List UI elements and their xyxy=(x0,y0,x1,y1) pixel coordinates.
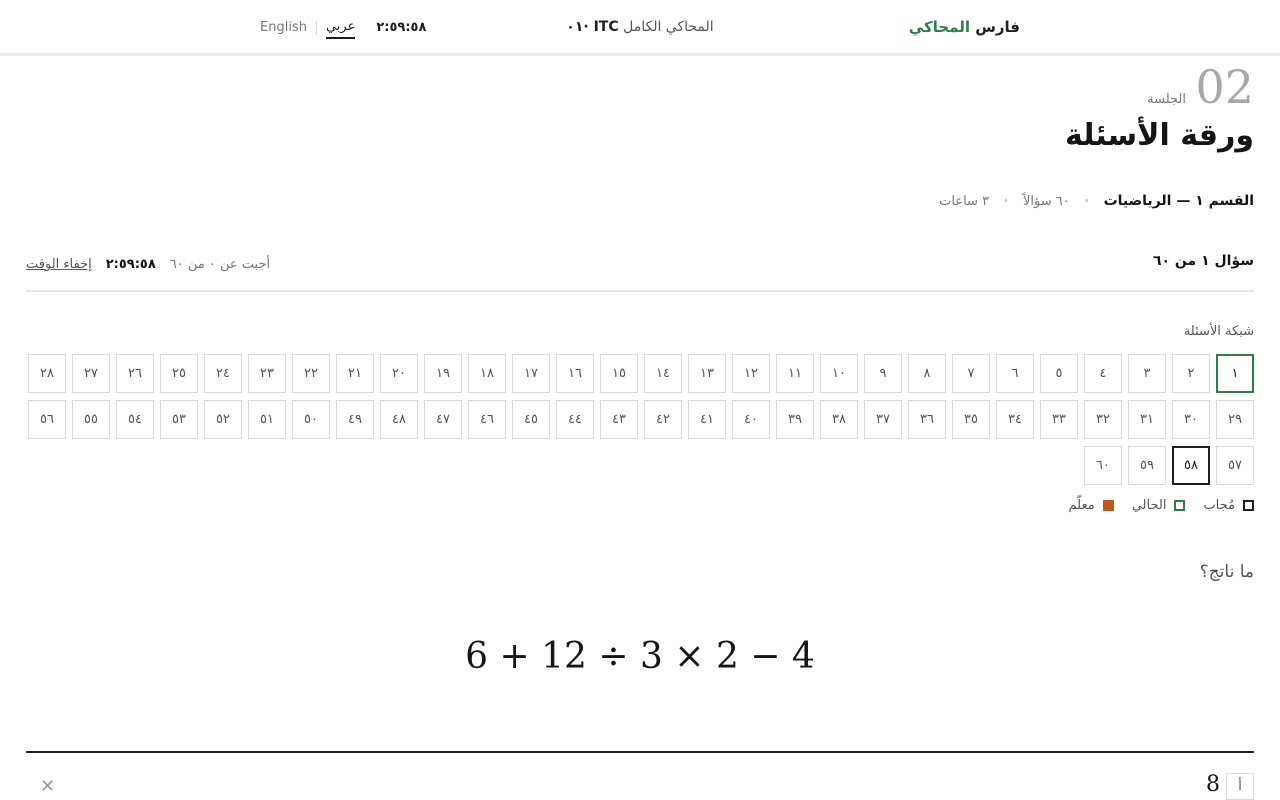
page-title: ورقة الأسئلة xyxy=(1064,118,1254,153)
question-grid-cell[interactable]: ١٨ xyxy=(468,354,506,393)
answer-divider xyxy=(26,751,1254,753)
question-grid-cell[interactable]: ٢١ xyxy=(336,354,374,393)
question-grid-cell[interactable]: ٥٣ xyxy=(160,400,198,439)
question-grid-cell[interactable]: ٤١ xyxy=(688,400,726,439)
question-grid-cell[interactable]: ٧ xyxy=(952,354,990,393)
section-name: القسم ١ — الرياضيات xyxy=(1103,193,1254,209)
question-grid-cell[interactable]: ٥٤ xyxy=(116,400,154,439)
question-grid-cell[interactable]: ٤٧ xyxy=(424,400,462,439)
legend-flagged-swatch xyxy=(1103,500,1114,511)
question-grid-cell[interactable]: ٥٥ xyxy=(72,400,110,439)
meta-dot: • xyxy=(1083,195,1090,207)
legend-answered-swatch xyxy=(1243,500,1254,511)
top-bar xyxy=(0,0,1280,56)
header-timer: ٢:٥٩:٥٨ xyxy=(376,20,427,35)
legend-answered-label: مُجاب xyxy=(1203,498,1235,513)
question-grid-cell[interactable]: ٥٩ xyxy=(1128,446,1166,485)
question-grid-cell[interactable]: ٤٤ xyxy=(556,400,594,439)
exam-title xyxy=(0,19,1280,35)
option-value[interactable]: 8 xyxy=(1206,772,1220,797)
hide-time-button[interactable]: إخفاء الوقت xyxy=(26,257,92,272)
question-position: سؤال ١ من ٦٠ xyxy=(1152,253,1254,269)
question-grid-cell[interactable]: ٤٩ xyxy=(336,400,374,439)
question-grid-cell[interactable]: ٢٢ xyxy=(292,354,330,393)
legend-current-label: الحالي xyxy=(1131,498,1167,513)
question-grid-cell[interactable]: ٤٥ xyxy=(512,400,550,439)
question-grid-cell[interactable]: ٤٢ xyxy=(644,400,682,439)
question-grid-cell[interactable]: ٣٧ xyxy=(864,400,902,439)
question-grid-cell[interactable]: ١٧ xyxy=(512,354,550,393)
legend-answered xyxy=(1203,498,1254,513)
question-prompt: ما ناتج؟ xyxy=(1199,562,1254,582)
legend-current-swatch xyxy=(1174,500,1185,511)
question-grid-cell[interactable]: ١ xyxy=(1216,354,1254,393)
question-grid-label: شبكة الأسئلة xyxy=(1183,324,1254,339)
exam-title-text: المحاكي الكامل xyxy=(623,19,714,35)
exam-code: ITC ·٠١ xyxy=(566,19,619,35)
question-grid-cell[interactable]: ٤٠ xyxy=(732,400,770,439)
language-english-link[interactable]: English xyxy=(260,20,307,35)
answered-count: أجبت عن ٠ من ٦٠ xyxy=(169,257,271,272)
question-grid-cell[interactable]: ٣١ xyxy=(1128,400,1166,439)
brand-name-first: فارس xyxy=(975,18,1020,36)
question-grid-cell[interactable]: ٣٢ xyxy=(1084,400,1122,439)
progress-bar-area xyxy=(26,257,270,272)
question-grid-cell[interactable]: ٦ xyxy=(996,354,1034,393)
question-grid-cell[interactable]: ٣٠ xyxy=(1172,400,1210,439)
language-separator xyxy=(316,21,317,35)
question-grid-cell[interactable]: ٥ xyxy=(1040,354,1078,393)
question-grid-cell[interactable]: ٣٦ xyxy=(908,400,946,439)
question-grid-cell[interactable]: ٥٨ xyxy=(1172,446,1210,485)
option-letter-badge[interactable]: أ xyxy=(1226,773,1254,800)
question-grid-cell[interactable]: ٣٥ xyxy=(952,400,990,439)
question-grid-cell[interactable]: ٨ xyxy=(908,354,946,393)
question-grid-cell[interactable]: ٣ xyxy=(1128,354,1166,393)
question-grid-cell[interactable]: ٣٨ xyxy=(820,400,858,439)
question-grid-cell[interactable]: ١٤ xyxy=(644,354,682,393)
question-grid-cell[interactable]: ٢ xyxy=(1172,354,1210,393)
question-grid-cell[interactable]: ٢٠ xyxy=(380,354,418,393)
question-grid-cell[interactable]: ٤٨ xyxy=(380,400,418,439)
close-icon[interactable]: ✕ xyxy=(40,776,56,797)
brand-name-second: المحاكي xyxy=(908,18,970,36)
question-grid-cell[interactable]: ٤ xyxy=(1084,354,1122,393)
question-grid-cell[interactable]: ٢٥ xyxy=(160,354,198,393)
question-grid-cell[interactable]: ٢٨ xyxy=(28,354,66,393)
question-grid-cell[interactable]: ١١ xyxy=(776,354,814,393)
legend-current xyxy=(1132,498,1186,513)
section-question-count: ٦٠ سؤالاً xyxy=(1022,193,1070,209)
question-grid-cell[interactable]: ١٣ xyxy=(688,354,726,393)
question-grid-cell[interactable]: ٩ xyxy=(864,354,902,393)
session-label: الجلسة xyxy=(1147,92,1186,107)
math-expression: 6 + 12 ÷ 3 × 2 − 4 xyxy=(465,636,815,677)
question-grid-cell[interactable]: ٤٣ xyxy=(600,400,638,439)
session-number: 02 xyxy=(1195,60,1254,114)
question-grid-cell[interactable]: ٥٦ xyxy=(28,400,66,439)
section-meta xyxy=(939,193,1254,209)
question-grid-cell[interactable]: ٢٧ xyxy=(72,354,110,393)
question-grid-cell[interactable]: ٢٩ xyxy=(1216,400,1254,439)
question-grid-cell[interactable]: ٤٦ xyxy=(468,400,506,439)
question-grid-cell[interactable]: ٥١ xyxy=(248,400,286,439)
legend-flagged xyxy=(1069,498,1114,513)
question-grid-cell[interactable]: ١٥ xyxy=(600,354,638,393)
question-grid-cell[interactable]: ١٢ xyxy=(732,354,770,393)
question-grid-cell[interactable]: ١٦ xyxy=(556,354,594,393)
question-grid-cell[interactable]: ٣٤ xyxy=(996,400,1034,439)
language-and-timer xyxy=(260,16,426,39)
header-divider xyxy=(26,290,1254,292)
question-grid-cell[interactable]: ٥٢ xyxy=(204,400,242,439)
question-grid-cell[interactable]: ٥٧ xyxy=(1216,446,1254,485)
section-duration: ٣ ساعات xyxy=(939,193,990,209)
question-grid-cell[interactable]: ٦٠ xyxy=(1084,446,1122,485)
progress-timer: ٢:٥٩:٥٨ xyxy=(105,257,156,272)
question-grid-cell[interactable]: ١٩ xyxy=(424,354,462,393)
meta-dot: • xyxy=(1003,195,1009,207)
question-grid-cell[interactable]: ٢٦ xyxy=(116,354,154,393)
question-grid-cell[interactable]: ٥٠ xyxy=(292,400,330,439)
question-grid xyxy=(26,354,1254,485)
legend-flagged-label: معلّم xyxy=(1068,498,1095,513)
language-arabic-link[interactable]: عربي xyxy=(326,19,355,39)
question-grid-cell[interactable]: ٣٩ xyxy=(776,400,814,439)
question-grid-cell[interactable]: ١٠ xyxy=(820,354,858,393)
question-grid-cell[interactable]: ٣٣ xyxy=(1040,400,1078,439)
grid-legend xyxy=(1069,498,1255,513)
question-grid-cell[interactable]: ٢٣ xyxy=(248,354,286,393)
question-grid-cell[interactable]: ٢٤ xyxy=(204,354,242,393)
